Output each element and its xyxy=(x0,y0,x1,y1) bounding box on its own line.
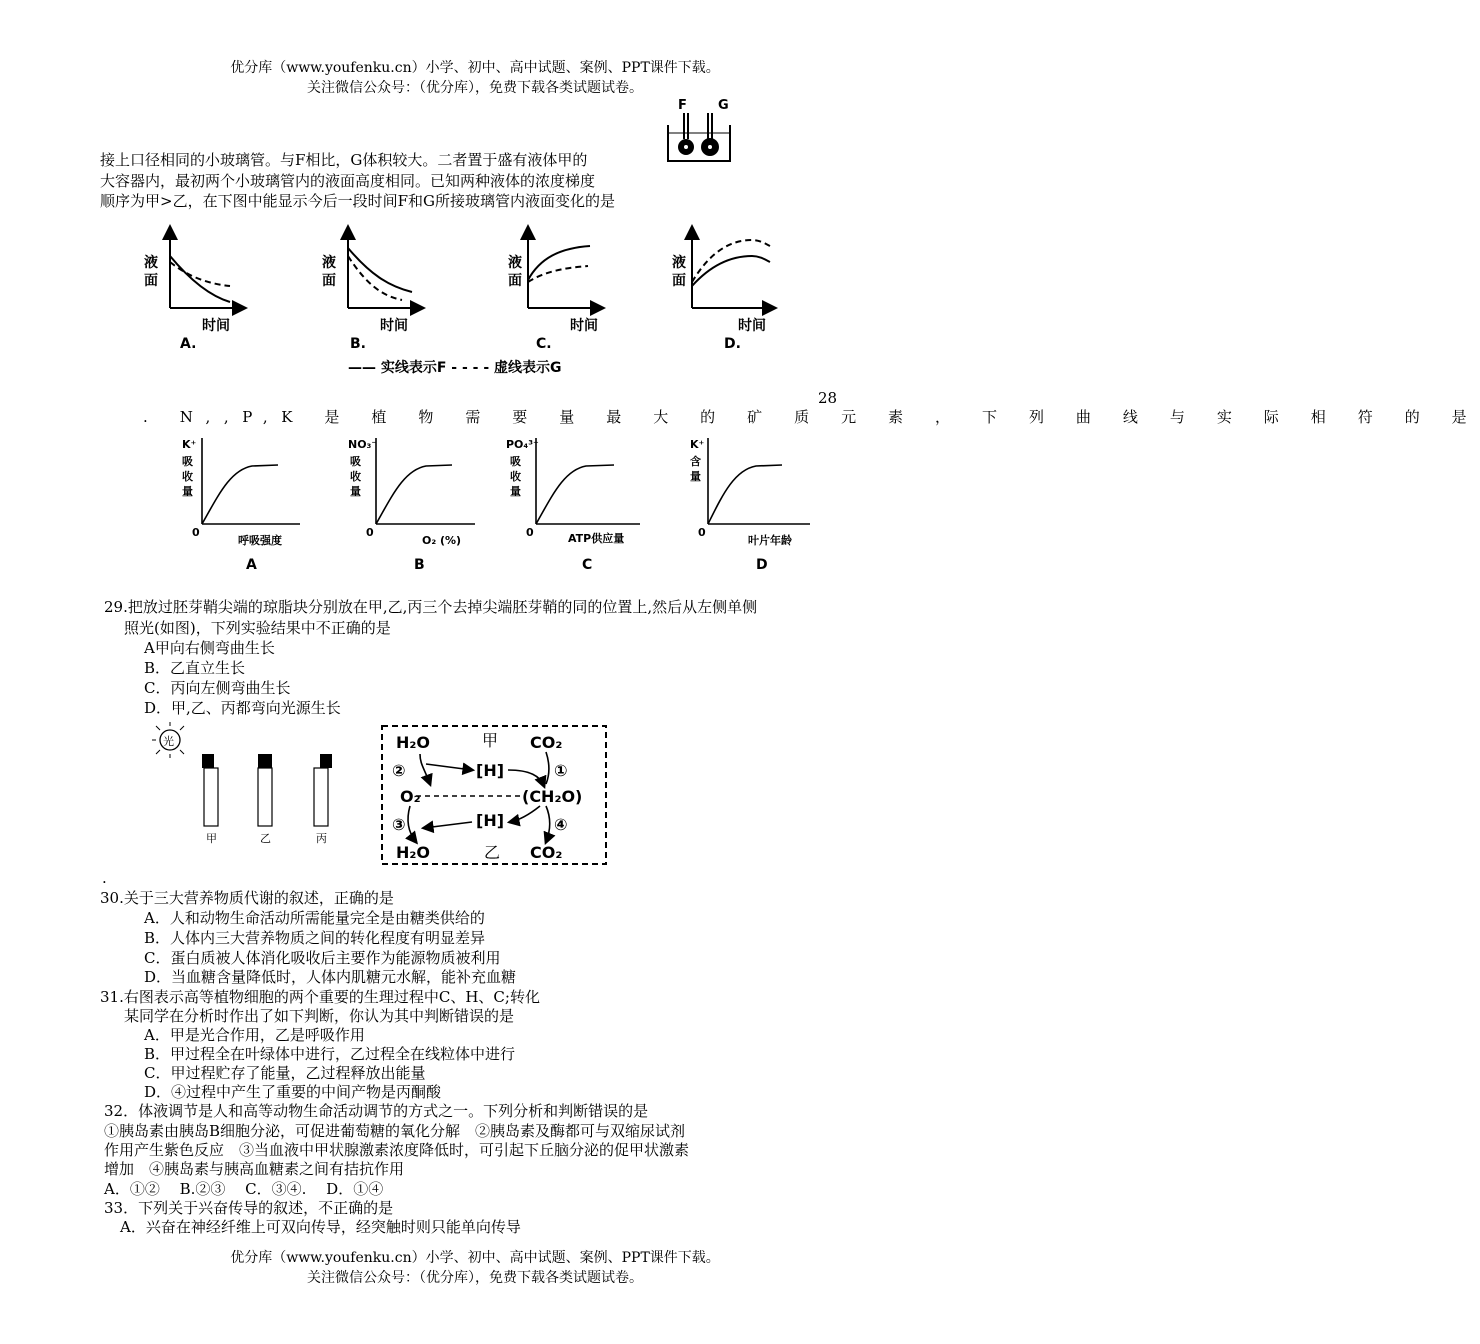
osmosis-apparatus xyxy=(660,95,740,165)
q27-graph-b xyxy=(322,232,418,352)
q27-graphs xyxy=(130,222,810,382)
graph-b-y2: 面 xyxy=(322,273,336,289)
q30-option-c: C．蛋白质被人体消化吸收后主要作为能源物质被利用 xyxy=(144,949,501,967)
q30-option-b: B．人体内三大营养物质之间的转化程度有明显差异 xyxy=(144,929,486,947)
q31-option-c: C．甲过程贮存了能量，乙过程释放出能量 xyxy=(144,1064,426,1082)
q28-b-x: O₂ (%) xyxy=(422,534,462,547)
q28-stem: . N,,P,K 是 植 物 需 要 量 最 大 的 矿 质 元 素 ， 下 列 曲 线 与 实 际 相 符 的 是 xyxy=(143,408,1480,426)
q28-c-origin: 0 xyxy=(526,526,534,539)
q27-legend: —— 实线表示F - - - - 虚线表示G xyxy=(348,360,562,376)
q32-line-1: ①胰岛素由胰岛B细胞分泌，可促进葡萄糖的氧化分解 ②胰岛素及酶都可与双缩尿试剂 xyxy=(104,1122,686,1140)
graph-b-y1: 液 xyxy=(322,255,336,271)
sun-icon xyxy=(152,722,184,758)
q29-option-c: C．丙向左侧弯曲生长 xyxy=(144,679,291,697)
diag-n3: ③ xyxy=(392,815,406,834)
graph-c-option: C. xyxy=(536,336,552,352)
q28-d-origin: 0 xyxy=(698,526,706,539)
q28-number: 28 xyxy=(818,389,838,407)
diag-h2o-bottom: H₂O xyxy=(396,843,430,862)
footer-line-2: 关注微信公众号：（优分库），免费下载各类试题试卷。 xyxy=(307,1270,643,1286)
metabolism-diagram xyxy=(380,724,610,868)
q28-a-y2: 收 xyxy=(182,470,193,483)
footer-line-1: 优分库（www.youfenku.cn）小学、初中、高中试题、案例、PPT课件下载。 xyxy=(230,1250,720,1266)
diag-ch2o: (CH₂O) xyxy=(522,787,583,806)
q28-d-top: K⁺ xyxy=(690,438,705,451)
q27-graph-c xyxy=(508,232,598,352)
header-line-2: 关注微信公众号：（优分库），免费下载各类试题试卷。 xyxy=(307,80,643,96)
diag-n1: ① xyxy=(554,761,568,780)
graph-c-y1: 液 xyxy=(508,255,522,271)
q28-graphs xyxy=(170,434,850,576)
q33-option-a: A．兴奋在神经纤维上可双向传导，经突触时则只能单向传导 xyxy=(120,1218,521,1236)
diag-co2-bottom: CO₂ xyxy=(530,843,563,862)
stray-dot: . xyxy=(102,869,107,887)
q31-stem-1: 31.右图表示高等植物细胞的两个重要的生理过程中C、H、C;转化 xyxy=(100,988,540,1006)
graph-c-x: 时间 xyxy=(570,318,598,334)
q28-graph-b xyxy=(348,438,475,573)
tube-bing-label: 丙 xyxy=(316,832,327,845)
q31-option-a: A．甲是光合作用，乙是呼吸作用 xyxy=(144,1026,365,1044)
tube-yi-label: 乙 xyxy=(260,832,271,845)
graph-a-x: 时间 xyxy=(202,318,230,334)
q33-stem: 33．下列关于兴奋传导的叙述，不正确的是 xyxy=(104,1199,394,1217)
graph-d-option: D. xyxy=(724,336,741,352)
diag-n4: ④ xyxy=(554,815,568,834)
q27-graph-d xyxy=(672,232,770,352)
q28-a-origin: 0 xyxy=(192,526,200,539)
graph-b-option: B. xyxy=(350,336,366,352)
q28-a-x: 呼吸强度 xyxy=(238,534,282,547)
q31-option-b: B．甲过程全在叶绿体中进行，乙过程全在线粒体中进行 xyxy=(144,1045,516,1063)
q28-d-x: 叶片年龄 xyxy=(748,534,792,547)
q29-option-d: D．甲,乙、丙都弯向光源生长 xyxy=(144,699,341,717)
diag-h-bottom: [H] xyxy=(476,811,505,830)
q32-line-3: 增加 ④胰岛素与胰高血糖素之间有拮抗作用 xyxy=(104,1160,405,1178)
graph-a-y1: 液 xyxy=(144,255,158,271)
graph-a-y2: 面 xyxy=(144,273,158,289)
diag-h2o-top: H₂O xyxy=(396,733,430,752)
q28-graph-d xyxy=(690,438,810,573)
q28-b-origin: 0 xyxy=(366,526,374,539)
graph-b-x: 时间 xyxy=(380,318,408,334)
sun-label: 光 xyxy=(163,735,174,748)
q28-d-y2: 量 xyxy=(690,470,701,483)
diag-jia: 甲 xyxy=(482,731,499,750)
q29-stem-2: 照光(如图)，下列实验结果中不正确的是 xyxy=(124,619,391,637)
q28-graph-a xyxy=(182,438,300,573)
q28-a-top: K⁺ xyxy=(182,438,197,451)
q28-b-y3: 量 xyxy=(350,485,361,498)
q30-option-d: D．当血糖含量降低时，人体内肌糖元水解，能补充血糖 xyxy=(144,968,517,986)
graph-d-y2: 面 xyxy=(672,273,686,289)
q28-d-option: D xyxy=(756,557,768,573)
q28-b-top: NO₃⁻ xyxy=(348,438,378,451)
tube-jia-label: 甲 xyxy=(206,832,217,845)
diag-o2: O₂ xyxy=(400,787,421,806)
q28-c-y1: 吸 xyxy=(510,455,521,468)
q28-d-y1: 含 xyxy=(690,455,701,468)
q29-option-b: B．乙直立生长 xyxy=(144,659,246,677)
diag-h-top: [H] xyxy=(476,761,505,780)
q29-stem-1: 29.把放过胚芽鞘尖端的琼脂块分别放在甲,乙,丙三个去掉尖端胚芽鞘的同的位置上,然后从左侧单侧 xyxy=(104,598,758,616)
q28-b-y1: 吸 xyxy=(350,455,361,468)
q30-option-a: A．人和动物生命活动所需能量完全是由糖类供给的 xyxy=(144,909,485,927)
q28-c-x: ATP供应量 xyxy=(568,532,625,545)
q28-a-option: A xyxy=(246,557,257,573)
q28-a-y1: 吸 xyxy=(182,455,193,468)
q27-graph-a xyxy=(144,232,240,352)
q31-option-d: D．④过程中产生了重要的中间产物是丙酮酸 xyxy=(144,1083,442,1101)
q27-line-2: 大容器内，最初两个小玻璃管内的液面高度相同。已知两种液体的浓度梯度 xyxy=(100,172,596,190)
q28-a-y3: 量 xyxy=(182,485,193,498)
q32-stem: 32．体液调节是人和高等动物生命活动调节的方式之一。下列分析和判断错误的是 xyxy=(104,1102,649,1120)
diag-n2: ② xyxy=(392,761,406,780)
header-line-1: 优分库（www.youfenku.cn）小学、初中、高中试题、案例、PPT课件下载。 xyxy=(230,60,720,76)
q32-options: A．①② B.②③ C．③④. D．①④ xyxy=(104,1180,384,1198)
q32-line-2: 作用产生紫色反应 ③当血液中甲状腺激素浓度降低时，可引起下丘脑分泌的促甲状激素 xyxy=(104,1141,690,1159)
q28-c-option: C xyxy=(582,557,593,573)
q28-b-y2: 收 xyxy=(350,470,361,483)
graph-d-x: 时间 xyxy=(738,318,766,334)
diag-yi: 乙 xyxy=(484,843,501,862)
graph-c-y2: 面 xyxy=(508,273,522,289)
q28-c-top: PO₄³⁻ xyxy=(506,438,539,451)
diag-co2-top: CO₂ xyxy=(530,733,563,752)
q28-c-y3: 量 xyxy=(510,485,521,498)
label-f: F xyxy=(678,98,687,113)
graph-d-y1: 液 xyxy=(672,255,686,271)
graph-a-option: A. xyxy=(180,336,197,352)
q27-line-1: 接上口径相同的小玻璃管。与F相比，G体积较大。二者置于盛有液体甲的 xyxy=(100,151,588,169)
q28-c-y2: 收 xyxy=(510,470,521,483)
coleoptile-figure xyxy=(150,724,350,854)
q31-stem-2: 某同学在分析时作出了如下判断，你认为其中判断错误的是 xyxy=(124,1007,515,1025)
q27-line-3: 顺序为甲>乙，在下图中能显示今后一段时间F和G所接玻璃管内液面变化的是 xyxy=(100,192,615,210)
label-g: G xyxy=(718,98,729,113)
q30-stem: 30.关于三大营养物质代谢的叙述，正确的是 xyxy=(100,889,394,907)
q29-option-a: A甲向右侧弯曲生长 xyxy=(144,639,275,657)
q28-b-option: B xyxy=(414,557,425,573)
q28-graph-c xyxy=(506,438,640,573)
